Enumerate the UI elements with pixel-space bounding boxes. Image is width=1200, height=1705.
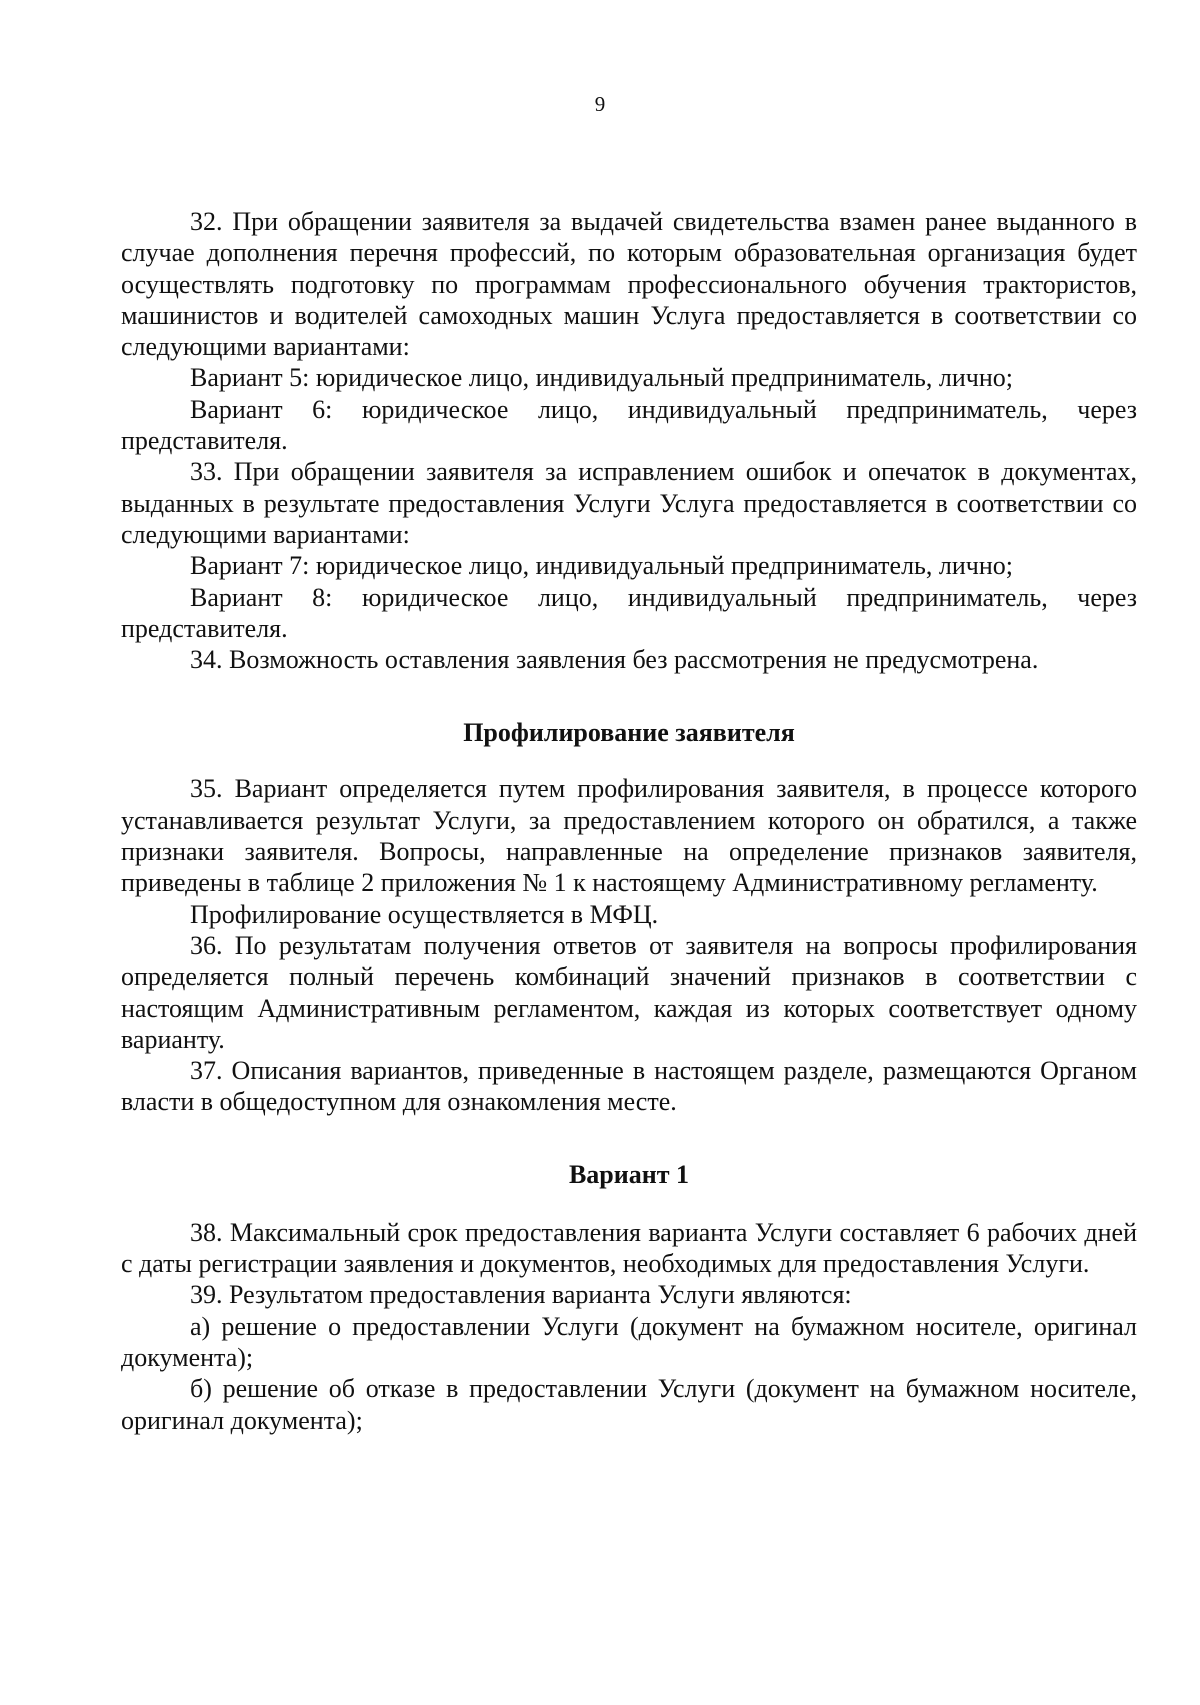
paragraph-39-a: а) решение о предоставлении Услуги (документ на бумажном носителе, оригинал документа); bbox=[121, 1311, 1137, 1372]
paragraph-33: 33. При обращении заявителя за исправлением ошибок и опечаток в документах, выданных в результате предоставления Услуги Услуга предоставляется в соответствии со следующими вариантами: bbox=[121, 457, 1137, 549]
paragraph-variant-7: Вариант 7: юридическое лицо, индивидуальный предприниматель, лично; bbox=[190, 551, 1014, 581]
spacer bbox=[121, 1190, 1137, 1217]
paragraph-variant-5: Вариант 5: юридическое лицо, индивидуальный предприниматель, лично; bbox=[190, 363, 1014, 393]
paragraph-38: 38. Максимальный срок предоставления варианта Услуги составляет 6 рабочих дней с даты регистрации заявления и документов, необходимых для предоставления Услуги. bbox=[121, 1217, 1137, 1279]
spacer bbox=[121, 1118, 1137, 1159]
paragraph-34: 34. Возможность оставления заявления без рассмотрения не предусмотрена. bbox=[190, 645, 1039, 675]
spacer bbox=[121, 748, 1137, 773]
paragraph-39-b: б) решение об отказе в предоставлении Услуги (документ на бумажном носителе, оригинал документа); bbox=[121, 1374, 1137, 1435]
page-number: 9 bbox=[594, 92, 606, 116]
page-content bbox=[121, 206, 1137, 1436]
paragraph-39: 39. Результатом предоставления варианта Услуги являются: bbox=[190, 1280, 852, 1310]
section-heading-profiling: Профилирование заявителя bbox=[463, 718, 795, 748]
paragraph-variant-8: Вариант 8: юридическое лицо, индивидуальный предприниматель, через представителя. bbox=[121, 582, 1137, 643]
paragraph-36: 36. По результатам получения ответов от заявителя на вопросы профилирования определяется полный перечень комбинаций значений признаков в соответствии с настоящим Административным регламентом, каждая из которых соответствует одному варианту. bbox=[121, 930, 1137, 1054]
paragraph-37: 37. Описания вариантов, приведенные в настоящем разделе, размещаются Органом власти в общедоступном для ознакомления месте. bbox=[121, 1056, 1137, 1117]
paragraph-profiling-mfc: Профилирование осуществляется в МФЦ. bbox=[190, 899, 659, 929]
spacer bbox=[121, 675, 1137, 717]
paragraph-variant-6: Вариант 6: юридическое лицо, индивидуальный предприниматель, через представителя. bbox=[121, 394, 1137, 456]
paragraph-32: 32. При обращении заявителя за выдачей свидетельства взамен ранее выданного в случае дополнения перечня профессий, по которым образовательная организация будет осуществлять подготовку по программам профессионального обучения трактористов, машинистов и водителей самоходных машин Услуга предоставляется в соответствии со следующими вариантами: bbox=[121, 207, 1137, 362]
paragraph-35: 35. Вариант определяется путем профилирования заявителя, в процессе которого устанавливается результат Услуги, за предоставлением которого он обратился, а также признаки заявителя. Вопросы, направленные на определение признаков заявителя, приведены в таблице 2 приложения № 1 к настоящему Административному регламенту. bbox=[121, 774, 1137, 898]
section-heading-variant-1: Вариант 1 bbox=[568, 1159, 690, 1189]
